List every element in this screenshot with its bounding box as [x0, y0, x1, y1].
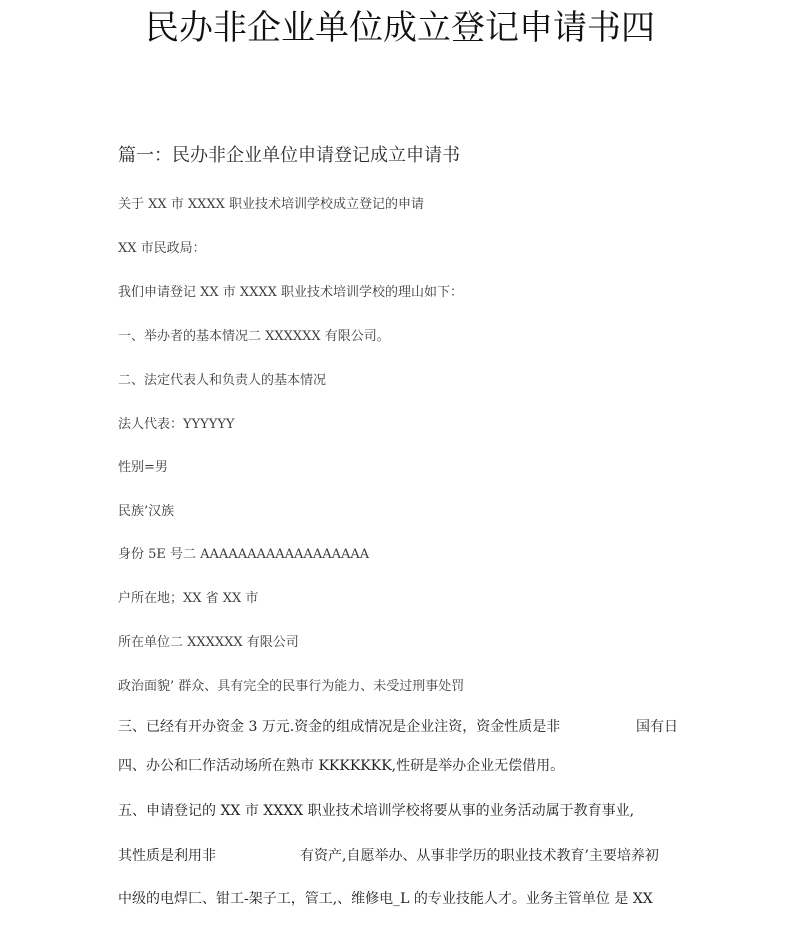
text-fragment-nature-rest: 有资产,自愿举办、从事非学历的职业技术教育’主要培养初	[300, 848, 659, 864]
document-title: 民办非企业单位成立登记申请书四	[145, 8, 655, 48]
text-fragment-funding-end: 国有日	[636, 719, 678, 735]
text-line-funding: 三、已经有开办资金 3 万元.资金的组成情况是企业注资，资金性质是非	[118, 719, 561, 735]
text-line-training-targets: 中级的电焊匚、钳工-架子工，管工,、维修电_L 的专业技能人才。业务主管单位 是 XX	[118, 891, 653, 907]
text-line-office-location: 四、办公和匚作活动场所在熟市 KKKKKKK,性研是举办企业无偿借用。	[118, 758, 565, 774]
text-line-residence: 户所在地；XX 省 XX 市	[118, 591, 259, 606]
text-line-id-number: 身份 5E 号二 AAAAAAAAAAAAAAAAAA	[118, 547, 370, 562]
text-line-employer: 所在单位二 XXXXXX 有限公司	[118, 635, 299, 650]
text-line-gender: 性别=男	[118, 460, 168, 475]
text-line-political-status: 政治面貌’ 群众、具有完全的民事行为能力、未受过刑事处罚	[118, 679, 465, 694]
section-heading: 篇一：民办非企业单位申请登记成立申请书	[118, 145, 460, 166]
text-line-legal-rep: 法人代表：YYYYYY	[118, 417, 235, 432]
text-line-organizer: 一、举办者的基本情况二 XXXXXX 有限公司。	[118, 329, 390, 344]
text-line-ethnicity: 民族’汉族	[118, 504, 175, 519]
text-line-business-scope: 五、申请登记的 XX 市 XXXX 职业技术培训学校将要从事的业务活动属于教育事业,	[118, 803, 635, 819]
text-line-subject: 关于 XX 市 XXXX 职业技术培训学校成立登记的申请	[118, 197, 425, 212]
text-line-representative-heading: 二、法定代表人和负责人的基本情况	[118, 373, 327, 388]
text-line-recipient: XX 市民政局：	[118, 241, 206, 256]
text-line-reason-intro: 我们申请登记 XX 市 XXXX 职业技术培训学校的理山如下：	[118, 285, 464, 300]
text-line-nature-start: 其性质是利用非	[118, 848, 216, 864]
